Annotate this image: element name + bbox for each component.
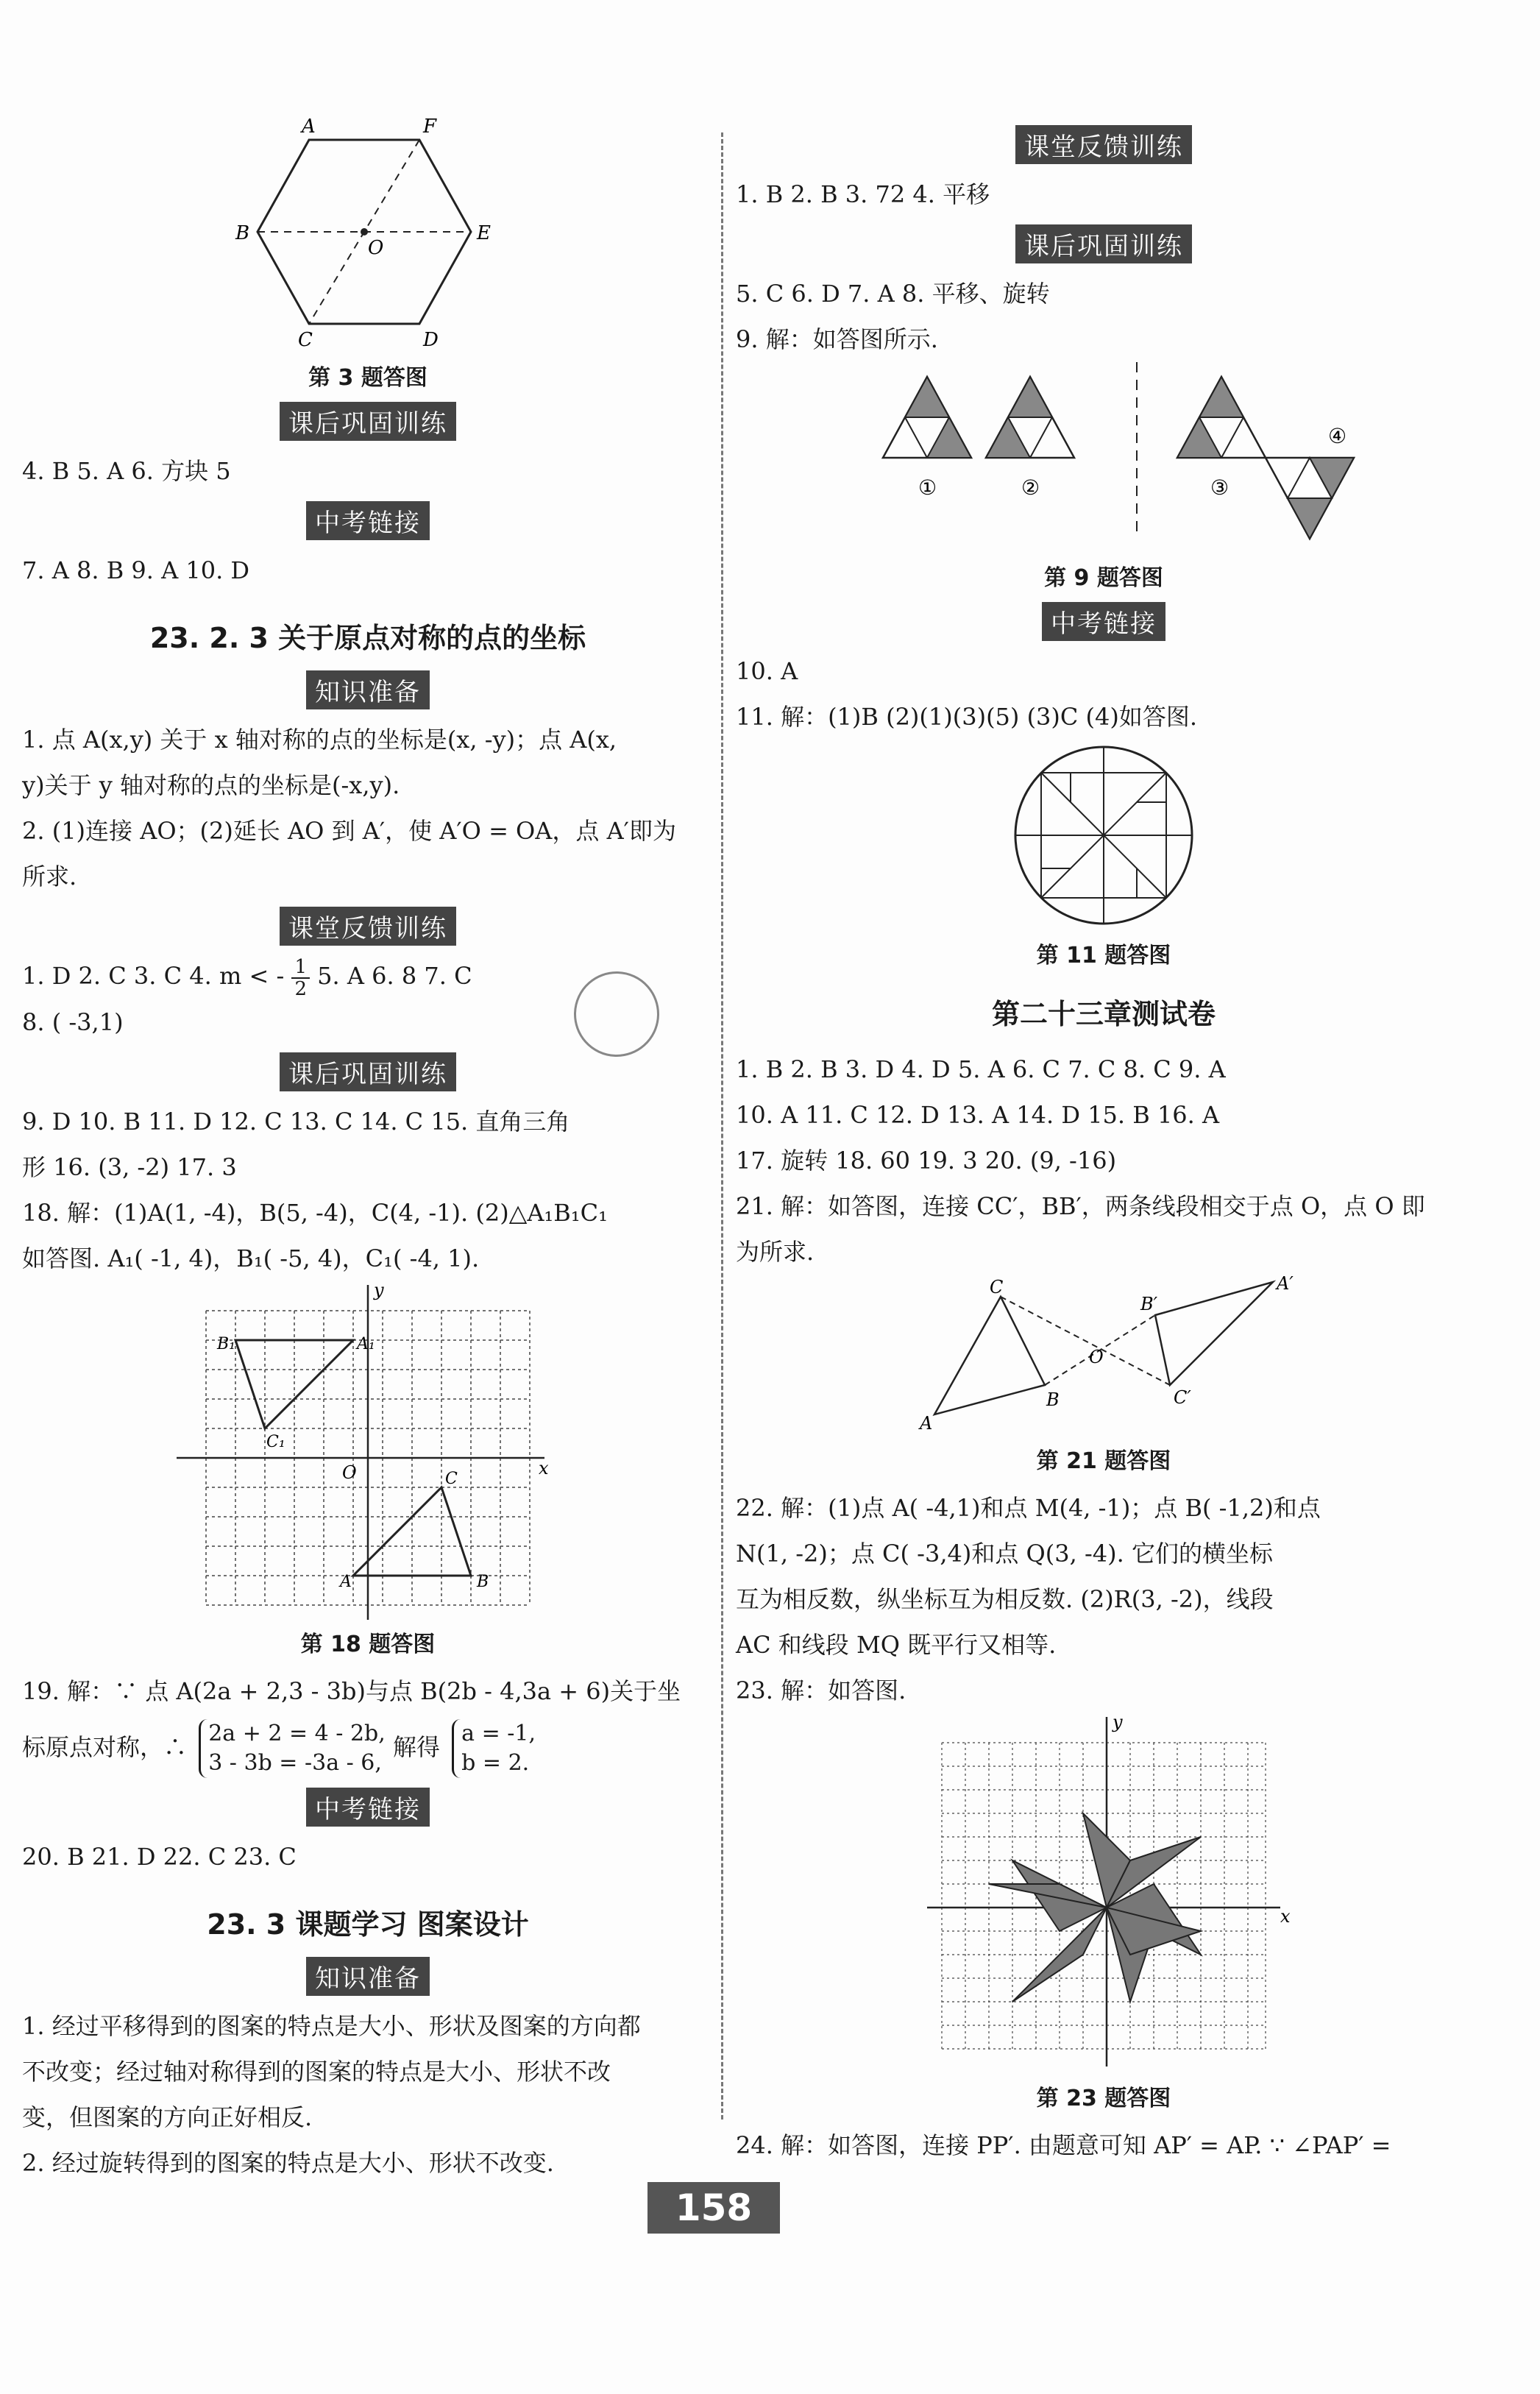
answer-line: 形 16. (3, -2) 17. 3 (22, 1152, 237, 1181)
answer-line: 4. B 5. A 6. 方块 5 (22, 457, 231, 485)
svg-text:B₁: B₁ (217, 1334, 235, 1353)
fig9-caption: 第 9 题答图 (1044, 565, 1163, 591)
fraction (291, 957, 310, 999)
equation: a = -1, (461, 1721, 536, 1746)
equation: 2a + 2 = 4 - 2b, (208, 1721, 386, 1746)
svg-text:A: A (302, 116, 316, 138)
left-column (22, 110, 714, 2186)
column-divider (721, 132, 723, 2119)
svg-text:y: y (1113, 1712, 1123, 1732)
answer-line: 2. (1)连接 AO；(2)延长 AO 到 A′，使 A′O = OA，点 A′即为 (22, 817, 676, 845)
svg-text:x: x (539, 1457, 549, 1478)
test-title: 第二十三章测试卷 (991, 998, 1216, 1030)
fraction-numerator: 1 (291, 957, 310, 979)
svg-text:A: A (920, 1413, 933, 1434)
answer-line: 8. ( -3,1) (22, 1007, 124, 1036)
answer-text: 1. D 2. C 3. C 4. m < - (22, 962, 285, 990)
section-banner: 中考链接 (1042, 602, 1165, 641)
answer-line: 1. 点 A(x,y) 关于 x 轴对称的点的坐标是(x, -y)；点 A(x, (22, 726, 617, 754)
answer-line: 10. A 11. C 12. D 13. A 14. D 15. B 16. A (736, 1101, 1220, 1129)
answer-line: 10. A (736, 657, 798, 685)
svg-text:③: ③ (1210, 475, 1229, 500)
answer-line: 为所求. (736, 1238, 815, 1266)
svg-text:B: B (1046, 1389, 1060, 1410)
hexagon-figure (213, 110, 522, 353)
right-column (736, 118, 1472, 2168)
answer-line: 5. C 6. D 7. A 8. 平移、旋转 (736, 280, 1050, 308)
answer-line: 所求. (22, 863, 77, 890)
svg-text:B: B (235, 222, 250, 244)
section-banner: 课后巩固训练 (280, 402, 456, 441)
section-title: 23. 3 课题学习 图案设计 (207, 1908, 529, 1941)
answer-line: 24. 解：如答图，连接 PP′. 由题意可知 AP′ = AP. ∵ ∠PAP′ = (736, 2131, 1391, 2159)
svg-text:A: A (340, 1572, 352, 1591)
answer-line: 变，但图案的方向正好相反. (22, 2103, 313, 2131)
answer-line: 20. B 21. D 22. C 23. C (22, 1842, 297, 1871)
section-banner: 课堂反馈训练 (1015, 125, 1192, 164)
svg-text:F: F (423, 116, 437, 138)
svg-text:O: O (342, 1462, 357, 1483)
section-banner: 中考链接 (306, 501, 430, 540)
answer-line: 23. 解：如答图. (736, 1676, 906, 1704)
section-banner: 课后巩固训练 (280, 1052, 456, 1091)
answer-line: 不改变；经过轴对称得到的图案的特点是大小、形状不改 (22, 2057, 611, 2086)
answer-line: N(1, -2)；点 C( -3,4)和点 Q(3, -4). 它们的横坐标 (736, 1540, 1273, 1568)
svg-text:④: ④ (1328, 424, 1347, 448)
equation: 3 - 3b = -3a - 6, (208, 1750, 382, 1776)
svg-text:C: C (445, 1469, 458, 1488)
fraction-denominator: 2 (294, 977, 307, 1000)
svg-text:C₁: C₁ (266, 1432, 285, 1451)
answer-line: 1. B 2. B 3. D 4. D 5. A 6. C 7. C 8. C 9. A (736, 1055, 1226, 1083)
answer-line: 9. 解：如答图所示. (736, 325, 938, 353)
answer-line: 19. 解：∵ 点 A(2a + 2,3 - 3b)与点 B(2b - 4,3a + 6)关于坐 (22, 1676, 681, 1705)
equation-system (199, 1719, 386, 1778)
page-number: 158 (647, 2182, 780, 2234)
answer-line: 1. B 2. B 3. 72 4. 平移 (736, 180, 990, 208)
answer-line: 17. 旋转 18. 60 19. 3 20. (9, -16) (736, 1147, 1117, 1175)
answer-line: 7. A 8. B 9. A 10. D (22, 556, 250, 584)
fig23-caption: 第 23 题答图 (1036, 2086, 1171, 2111)
svg-text:B: B (477, 1572, 489, 1591)
fig18-caption: 第 18 题答图 (300, 1631, 436, 1657)
answer-line: 22. 解：(1)点 A( -4,1)和点 M(4, -1)；点 B( -1,2)和点 (736, 1494, 1321, 1522)
point-symmetry-figure (920, 1273, 1294, 1437)
answer-line: 互为相反数，纵坐标互为相反数. (2)R(3, -2)，线段 (736, 1585, 1274, 1613)
star-grid-figure (912, 1713, 1295, 2074)
fig21-caption: 第 21 题答图 (1036, 1448, 1171, 1474)
section-banner: 课堂反馈训练 (280, 907, 456, 946)
answer-line: 2. 经过旋转得到的图案的特点是大小、形状不改变. (22, 2148, 554, 2177)
section-banner: 知识准备 (306, 670, 430, 709)
section-banner: 知识准备 (306, 1957, 430, 1996)
triangle-pattern-figure (839, 362, 1369, 553)
answer-line: AC 和线段 MQ 既平行又相等. (736, 1631, 1057, 1659)
answer-line: 18. 解：(1)A(1, -4)，B(5, -4)，C(4, -1). (2)△A₁B₁C₁ (22, 1198, 608, 1227)
grid-figure-18 (177, 1281, 559, 1620)
section-banner: 课后巩固训练 (1015, 224, 1192, 263)
svg-text:C: C (990, 1277, 1004, 1297)
answer-line: 21. 解：如答图，连接 CC′，BB′，两条线段相交于点 O，点 O 即 (736, 1192, 1425, 1220)
fig3-caption: 第 3 题答图 (308, 365, 427, 391)
solution-system (452, 1719, 536, 1778)
fig11-caption: 第 11 题答图 (1036, 943, 1171, 968)
answer-line: 如答图. A₁( -1, 4)，B₁( -5, 4)，C₁( -4, 1). (22, 1244, 480, 1272)
answer-line: 9. D 10. B 11. D 12. C 13. C 14. C 15. 直角三角 (22, 1107, 570, 1136)
answer-text: 5. A 6. 8 7. C (317, 962, 472, 990)
svg-text:①: ① (918, 475, 937, 500)
answer-text: 标原点对称，∴ (22, 1732, 188, 1761)
answer-line: 1. 经过平移得到的图案的特点是大小、形状及图案的方向都 (22, 2011, 641, 2040)
section-title: 23. 2. 3 关于原点对称的点的坐标 (149, 622, 586, 654)
svg-text:A₁: A₁ (357, 1334, 375, 1353)
answer-line: 11. 解：(1)B (2)(1)(3)(5) (3)C (4)如答图. (736, 703, 1198, 731)
svg-text:C: C (298, 329, 313, 351)
svg-text:x: x (1280, 1906, 1291, 1927)
svg-text:A′: A′ (1277, 1273, 1294, 1294)
svg-text:O: O (1089, 1347, 1104, 1367)
svg-text:②: ② (1021, 475, 1040, 500)
svg-text:y: y (374, 1279, 384, 1300)
svg-text:B′: B′ (1140, 1294, 1158, 1314)
svg-text:D: D (423, 329, 439, 351)
answer-line (22, 1714, 714, 1780)
section-banner: 中考链接 (306, 1788, 430, 1827)
svg-text:C′: C′ (1174, 1387, 1191, 1408)
circle-pattern-figure (1008, 740, 1199, 931)
answer-text: 解得 (392, 1732, 440, 1761)
answer-line: y)关于 y 轴对称的点的坐标是(-x,y). (22, 771, 400, 799)
equation: b = 2. (461, 1750, 530, 1776)
svg-text:E: E (477, 222, 491, 244)
svg-text:O: O (368, 237, 384, 259)
